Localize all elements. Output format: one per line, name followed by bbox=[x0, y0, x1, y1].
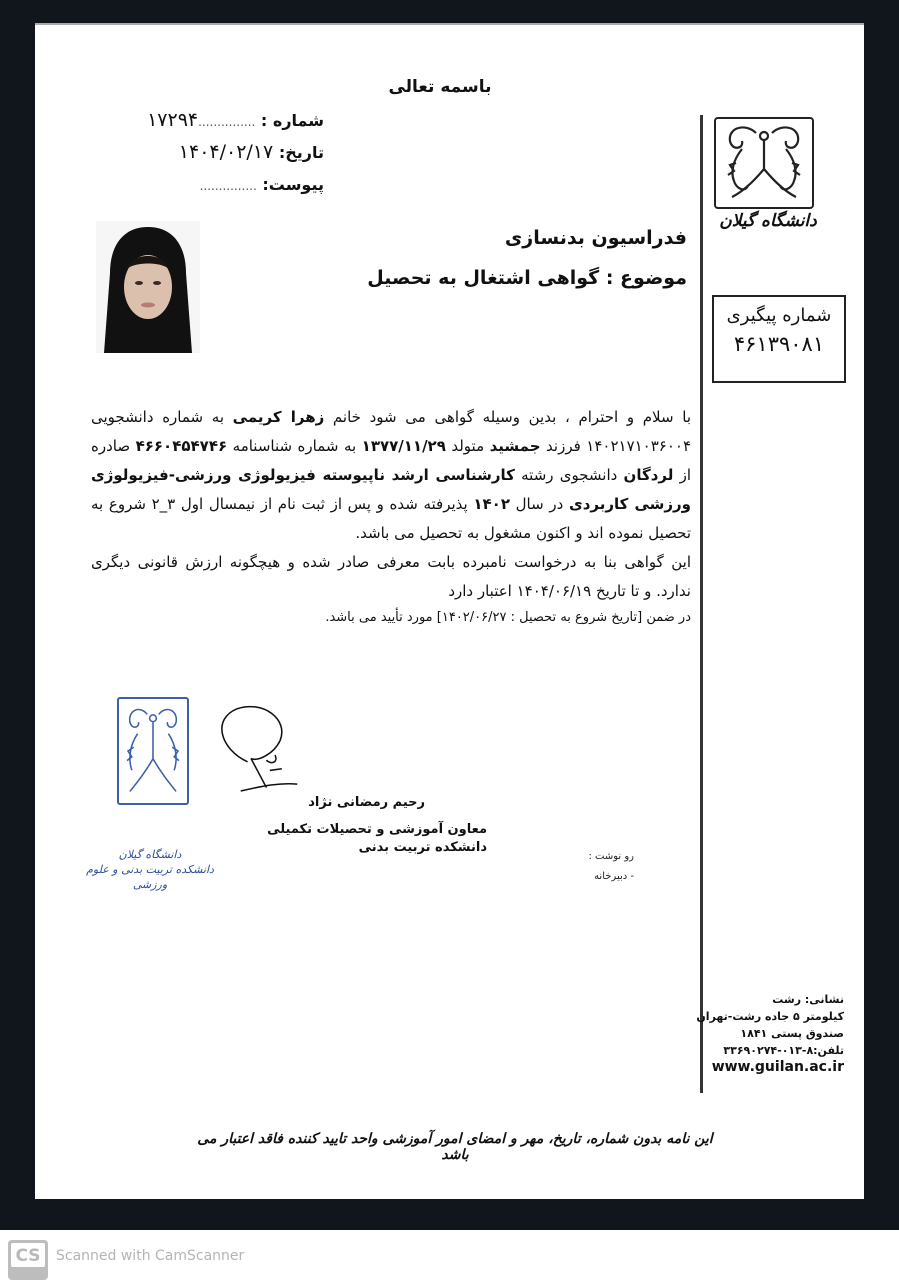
letter-date-row bbox=[179, 141, 324, 163]
stamp-text bbox=[75, 847, 225, 892]
university-website[interactable]: www.guilan.ac.ir bbox=[711, 1059, 844, 1075]
text: به شماره شناسنامه bbox=[227, 437, 362, 455]
tracking-label: شماره پیگیری bbox=[726, 305, 832, 326]
address-city: نشانی: رشت bbox=[772, 993, 844, 1006]
address-po-box: صندوق پستی ۱۸۴۱ bbox=[740, 1027, 844, 1040]
university-logo bbox=[714, 117, 814, 209]
text: دانشجوی رشته bbox=[514, 466, 624, 484]
cc-label: رو نوشت : bbox=[588, 851, 634, 862]
letter-number-label: شماره : bbox=[260, 111, 324, 130]
dots: ............... bbox=[198, 115, 256, 129]
signature-icon bbox=[203, 701, 323, 797]
dots: ............... bbox=[199, 179, 257, 193]
letter-date-value: ۱۴۰۴/۰۲/۱۷ bbox=[178, 141, 274, 163]
student-photo bbox=[96, 221, 200, 353]
tracking-number-box bbox=[712, 295, 846, 383]
tracking-number: ۴۶۱۳۹۰۸۱ bbox=[733, 332, 825, 356]
signer-title: معاون آموزشی و تحصیلات تکمیلی دانشکده تربیت بدنی bbox=[267, 822, 487, 855]
admission-year: ۱۴۰۲ bbox=[473, 495, 510, 513]
validity-footer-note: این نامه بدون شماره، تاریخ، مهر و امضای امور آموزشی واحد تایید کننده فاقد اعتبار می باشد bbox=[197, 1131, 713, 1163]
vertical-divider bbox=[700, 115, 703, 1093]
letter-number-value: ۱۷۲۹۴ bbox=[147, 109, 199, 131]
text: با سلام و احترام ، بدین وسیله گواهی می شود خانم bbox=[324, 408, 691, 426]
camscanner-logo-text: CS bbox=[11, 1243, 45, 1267]
camscanner-watermark-text: Scanned with CamScanner bbox=[56, 1248, 245, 1264]
cc-recipient: - دبیرخانه bbox=[594, 871, 634, 882]
text: صادره از bbox=[91, 437, 691, 484]
text: متولد bbox=[445, 437, 490, 455]
subject-line: موضوع : گواهی اشتغال به تحصیل bbox=[367, 267, 687, 289]
paragraph-1 bbox=[91, 403, 691, 548]
university-address bbox=[696, 991, 844, 1076]
issued-from: لردگان bbox=[623, 466, 674, 484]
national-id: ۴۶۶۰۴۵۴۷۴۶ bbox=[135, 437, 228, 455]
text: فرزند bbox=[540, 437, 587, 455]
portrait-image bbox=[96, 221, 200, 353]
address-phone: تلفن:۸-۰۱۳-۳۳۶۹۰۲۷۴ bbox=[723, 1044, 844, 1057]
paragraph-2: این گواهی بنا به درخواست نامبرده بابت معرفی صادر شده و هیچگونه ارزش قانونی دیگری ندارد. و تا تاریخ ۱۴۰۴/۰۶/۱۹ اعتبار دارد bbox=[91, 553, 691, 600]
text: به شماره دانشجویی bbox=[91, 408, 233, 426]
basmala-heading: باسمه تعالی bbox=[388, 77, 492, 97]
text: پذیرفته شده و پس از ثبت نام از نیمسال اول ۳_۲ شروع به تحصیل نموده اند و اکنون مشغول به تحصیل می باشد. bbox=[91, 495, 691, 542]
letter-number-row bbox=[147, 109, 324, 131]
student-name: زهرا کریمی bbox=[232, 408, 325, 426]
letter-attachment-row bbox=[200, 175, 324, 194]
faculty-stamp bbox=[117, 697, 189, 805]
address-road: کیلومتر ۵ جاده رشت-تهران bbox=[696, 1010, 844, 1023]
stamp-line-1: دانشگاه گیلان bbox=[118, 848, 182, 861]
degree-field: کارشناسی ارشد ناپیوسته فیزیولوژی ورزشی-فیزیولوژی ورزشی کاربردی bbox=[91, 466, 691, 513]
stamp-line-2: دانشکده تربیت بدنی و علوم ورزشی bbox=[86, 863, 214, 891]
letter-date-label: تاریخ: bbox=[278, 143, 324, 162]
university-emblem-icon bbox=[716, 119, 812, 207]
camscanner-watermark-bar bbox=[0, 1230, 899, 1280]
certificate-page bbox=[35, 23, 864, 1199]
recipient: فدراسیون بدنسازی bbox=[504, 227, 687, 249]
university-name: دانشگاه گیلان bbox=[719, 211, 817, 231]
stamp-emblem-icon bbox=[119, 699, 187, 803]
student-id: ۱۴۰۲۱۷۱۰۳۶۰۰۴ bbox=[586, 437, 692, 455]
birth-date: ۱۳۷۷/۱۱/۲۹ bbox=[361, 437, 446, 455]
certificate-body bbox=[91, 403, 691, 630]
letter-attachment-label: پیوست: bbox=[262, 175, 324, 194]
paragraph-3: در ضمن [تاریخ شروع به تحصیل : ۱۴۰۲/۰۶/۲۷] مورد تأیید می باشد. bbox=[325, 610, 691, 625]
signer-name: رحیم رمضانی نژاد bbox=[308, 795, 425, 810]
father-name: جمشید bbox=[489, 437, 541, 455]
camscanner-logo-icon bbox=[8, 1240, 48, 1280]
text: در سال bbox=[510, 495, 569, 513]
